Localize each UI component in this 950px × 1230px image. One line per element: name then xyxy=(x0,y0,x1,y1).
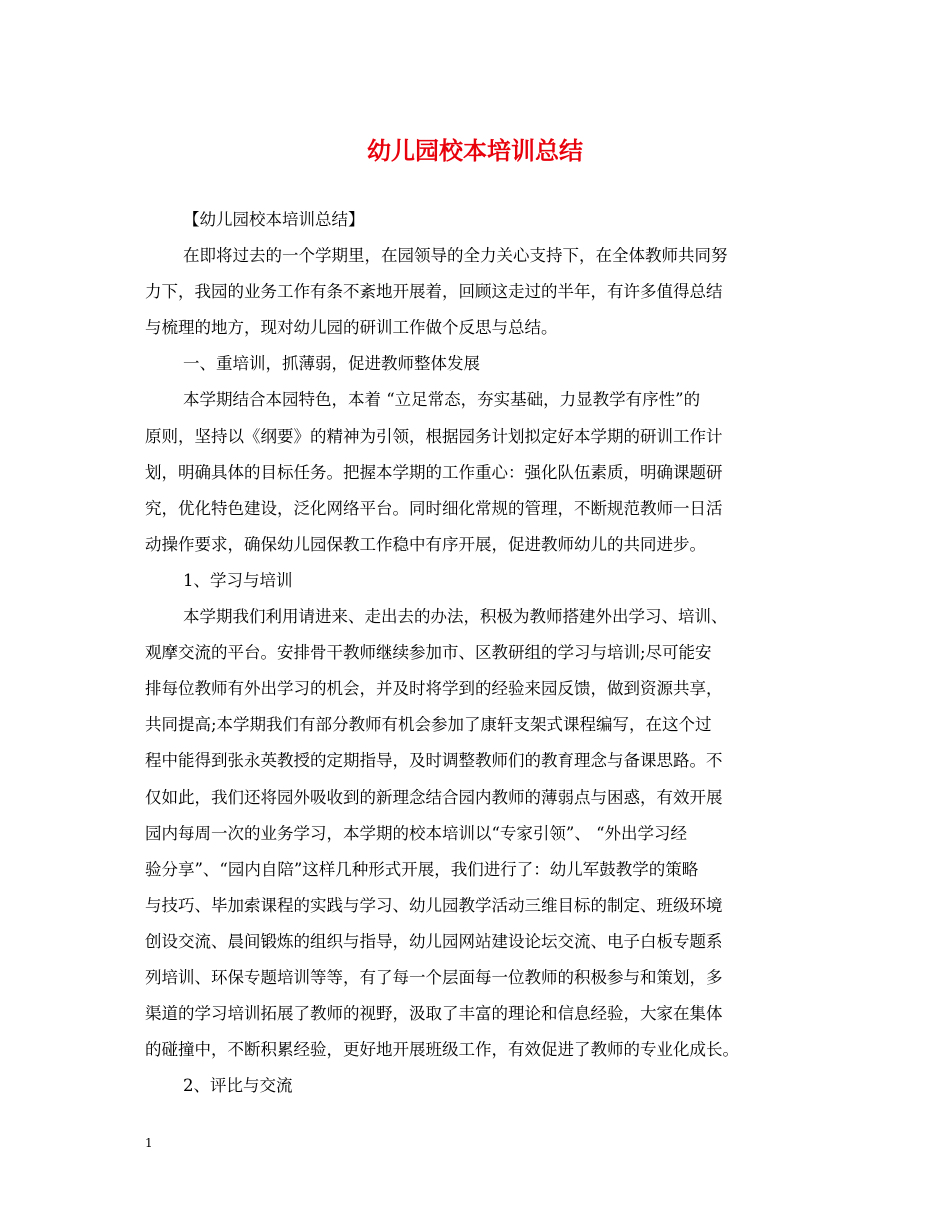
text-line: 与技巧、毕加索课程的实践与学习、幼儿园教学活动三维目标的制定、班级环境 xyxy=(145,895,723,915)
text-line: 本学期结合本园特色，本着 “立足常态，夯实基础，力显教学有序性”的 xyxy=(183,390,701,410)
text-line: 与梳理的地方，现对幼儿园的研训工作做个反思与总结。 xyxy=(145,318,558,338)
text-line: 在即将过去的一个学期里，在园领导的全力关心支持下，在全体教师共同努 xyxy=(183,246,728,266)
text-line: 程中能得到张永英教授的定期指导，及时调整教师们的教育理念与备课思路。不 xyxy=(145,751,723,771)
text-line: 列培训、环保专题培训等等，有了每一个层面每一位教师的积极参与和策划，多 xyxy=(145,967,723,987)
text-line: 渠道的学习培训拓展了教师的视野，汲取了丰富的理论和信息经验，大家在集体 xyxy=(145,1004,723,1024)
text-line: 共同提高;本学期我们有部分教师有机会参加了康轩支架式课程编写，在这个过 xyxy=(145,715,712,735)
document-title: 幼儿园校本培训总结 xyxy=(367,136,583,165)
text-line: 本学期我们利用请进来、走出去的办法，积极为教师搭建外出学习、培训、 xyxy=(183,607,728,627)
page-number: 1 xyxy=(145,1136,153,1150)
text-line: 仅如此，我们还将园外吸收到的新理念结合园内教师的薄弱点与困惑，有效开展 xyxy=(145,787,723,807)
text-line: 1、学习与培训 xyxy=(183,570,293,590)
text-line: 【幼儿园校本培训总结】 xyxy=(183,210,365,229)
document-body xyxy=(145,202,810,1104)
text-line: 划，明确具体的目标任务。把握本学期的工作重心：强化队伍素质，明确课题研 xyxy=(145,462,723,482)
text-line: 的碰撞中，不断积累经验，更好地开展班级工作，有效促进了教师的专业化成长。 xyxy=(145,1040,739,1060)
text-line: 原则，坚持以《纲要》的精神为引领，根据园务计划拟定好本学期的研训工作计 xyxy=(145,426,723,446)
text-line: 观摩交流的平台。安排骨干教师继续参加市、区教研组的学习与培训;尽可能安 xyxy=(145,643,712,663)
text-line: 创设交流、晨间锻炼的组织与指导，幼儿园网站建设论坛交流、电子白板专题系 xyxy=(145,931,723,951)
text-line: 排每位教师有外出学习的机会，并及时将学到的经验来园反馈，做到资源共享， xyxy=(145,679,723,699)
text-line: 力下，我园的业务工作有条不紊地开展着，回顾这走过的半年，有许多值得总结 xyxy=(145,282,723,302)
text-line: 一、重培训，抓薄弱，促进教师整体发展 xyxy=(183,354,480,374)
text-line: 园内每周一次的业务学习，本学期的校本培训以“专家引领”、 “外出学习经 xyxy=(145,823,688,843)
text-line: 动操作要求，确保幼儿园保教工作稳中有序开展，促进教师幼儿的共同进步。 xyxy=(145,534,706,554)
text-line: 2、评比与交流 xyxy=(183,1076,293,1096)
text-line: 究，优化特色建设，泛化网络平台。同时细化常规的管理，不断规范教师一日活 xyxy=(145,498,723,518)
text-line: 验分享”、“园内自陪”这样几种形式开展，我们进行了：幼儿军鼓教学的策略 xyxy=(145,859,699,879)
